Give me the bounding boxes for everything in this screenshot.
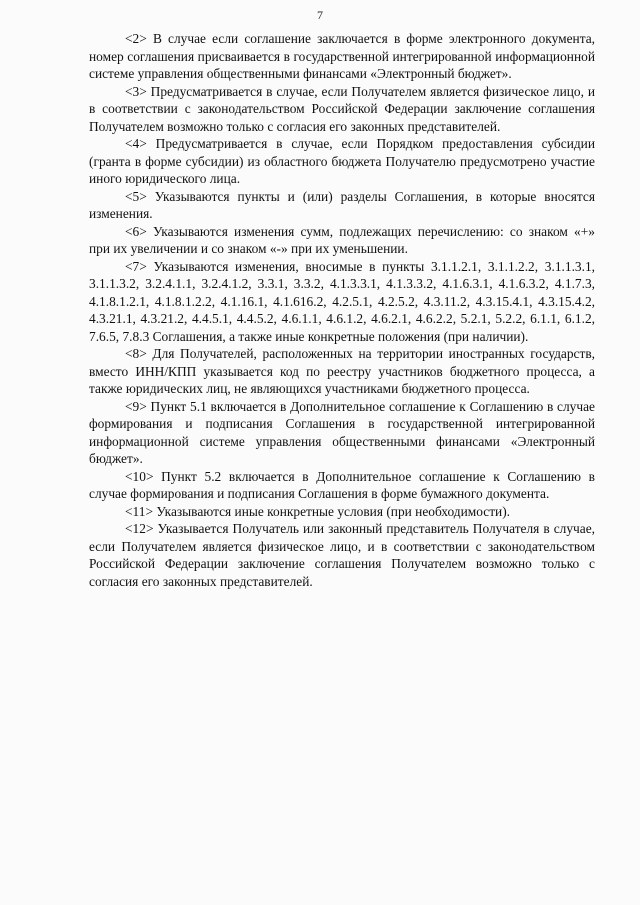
footnote-11: <11> Указываются иные конкретные условия (при необходимости). [125, 503, 511, 519]
footnote-8: <8> Для Получателей, расположенных на территории иностранных государств, вместо ИНН/КПП указывается код по реестру участников бюджетного процесса, а также юридических лиц, не являющихся участниками бюджетного процесса. [89, 346, 595, 396]
footnote-9: <9> Пункт 5.1 включается в Дополнительное соглашение к Соглашению в случае формирования и подписания Соглашения в государственной интегрированной информационной системе управления общественными финансами «Электронный бюджет». [89, 398, 595, 466]
footnote-2: <2> В случае если соглашение заключается в форме электронного документа, номер соглашения присваивается в государственной интегрированной информационной системе управления общественными финансами «Электронный бюджет». [89, 31, 595, 81]
footnote-7: <7> Указываются изменения, вносимые в пункты 3.1.1.2.1, 3.1.1.2.2, 3.1.1.3.1, 3.1.1.3.2, 3.2.4.1.1, 3.2.4.1.2, 3.3.1, 3.3.2, 4.1.3.3.1, 4.1.3.3.2, 4.1.6.3.1, 4.1.6.3.2, 4.1.7.3, 4.1.8.1.2.1, 4.1.8.1.2.2, 4.1.16.1, 4.1.616.2, 4.2.5.1, 4.2.5.2, 4.3.11.2, 4.3.15.4.1, 4.3.15.4.2, 4.3.21.1, 4.3.21.2, 4.4.5.1, 4.4.5.2, 4.6.1.1, 4.6.1.2, 4.6.2.1, 4.6.2.2, 5.2.1, 5.2.2, 6.1.1, 6.1.2, 7.6.5, 7.8.3 Соглашения, а также иные конкретные положения (при наличии). [89, 258, 595, 344]
footnote-5: <5> Указываются пункты и (или) разделы Соглашения, в которые вносятся изменения. [89, 188, 595, 221]
footnotes-body [89, 30, 595, 590]
footnote-3: <3> Предусматривается в случае, если Получателем является физическое лицо, и в соответствии с законодательством Российской Федерации заключение соглашения Получателем возможно только с согласия его законных представителей. [89, 83, 595, 134]
footnote-10: <10> Пункт 5.2 включается в Дополнительное соглашение к Соглашению в случае формирования и подписания Соглашения в форме бумажного документа. [89, 468, 595, 501]
footnote-4: <4> Предусматривается в случае, если Порядком предоставления субсидии (гранта в форме субсидии) из областного бюджета Получателю предусмотрено участие иного юридического лица. [89, 136, 595, 186]
footnote-6: <6> Указываются изменения сумм, подлежащих перечислению: со знаком «+» при их увеличении и со знаком «-» при их уменьшении. [89, 223, 595, 256]
footnote-12: <12> Указывается Получатель или законный представитель Получателя в случае, если Получателем является физическое лицо, и в соответствии с законодательством Российской Федерации заключение соглашения Получателем возможно только с согласия его законных представителей. [89, 521, 595, 589]
page-number: 7 [317, 8, 323, 22]
